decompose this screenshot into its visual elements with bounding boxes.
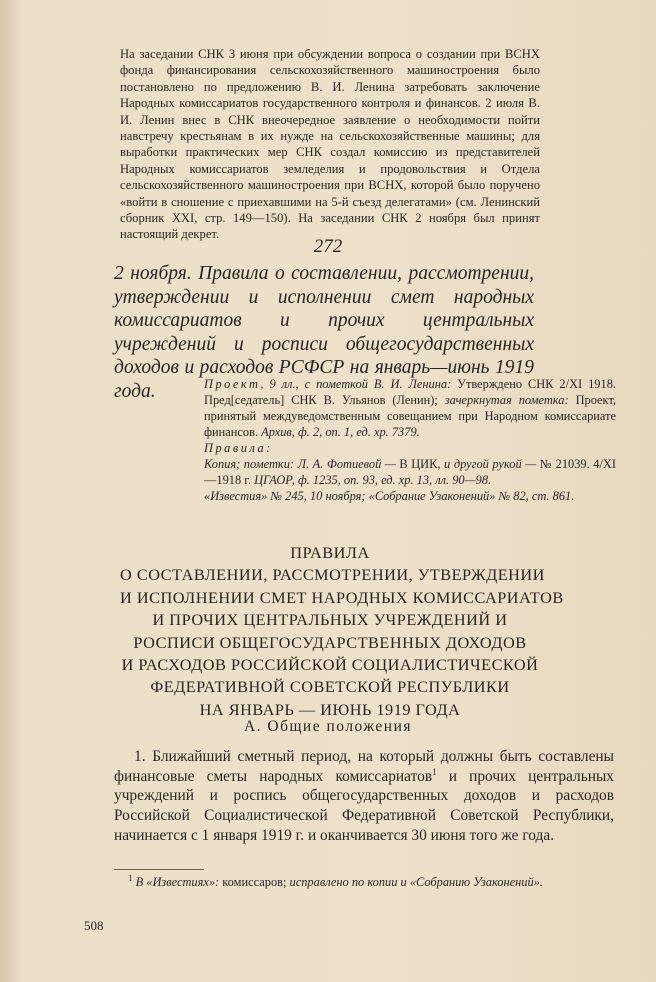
rules-title-line: НА ЯНВАРЬ — ИЮНЬ 1919 ГОДА bbox=[199, 699, 461, 719]
intro-paragraph: На заседании СНК 3 июня при обсуждении вопроса о создании при ВСНХ фонда финансирования сельскохозяйственного машиностроения было постановлено по предложению В. И. Ленина затребовать заключение Народных комиссариатов государственного контроля и финансов. 2 июля В. И. Ленин внес в СНК внеочередное заявление о необходимости пойти навстречу крестьянам в их нужде на сельскохозяйственные машины; для выработки практических мер СНК создал комиссию из представителей Народных комиссариатов земледелия и продовольствия и Отдела сельскохозяйственного машиностроения при ВСНХ, которой было поручено «войти в сношение с приехавшими на 5-й съезд делегатами» (см. Ленинский сборник XXI, стр. 149—150). На заседании СНК 2 ноября был принят настоящий декрет. bbox=[120, 47, 540, 242]
rules-title-line: О СОСТАВЛЕНИИ, РАССМОТРЕНИИ, УТВЕРЖДЕНИИ bbox=[120, 565, 545, 585]
rules-title-line: И ПРОЧИХ ЦЕНТРАЛЬНЫХ УЧРЕЖДЕНИЙ И bbox=[152, 610, 508, 630]
document-heading: 2 ноября. Правила о составлении, рассмотрении, утверждении и исполнении смет народных комиссариатов и прочих центральных учреждений и росписи общегосударственных доходов и расходов РСФСР на январь—июнь 1919 года. bbox=[114, 263, 534, 402]
source-note-rules-label: Правила: bbox=[204, 441, 273, 455]
paragraph-1: 1. Ближайший сметный период, на который должны быть составлены финансовые сметы народных комиссариатов$^1$ и прочих центральных учреждений и роспись общегосударственных доходов и расходов Российской Социалистической Федеративной Советской Республики, начинается с 1 января 1919 г. и оканчивается 30 июня того же года. bbox=[114, 748, 614, 844]
footnote: $^1$ В «Известиях»: комиссаров; исправлено по копии и «Собранию Узаконений». bbox=[128, 872, 543, 889]
footnote-ref: 1 bbox=[432, 766, 437, 777]
document-number: 272 bbox=[313, 236, 343, 257]
rules-title-line: И ИСПОЛНЕНИИ СМЕТ НАРОДНЫХ КОМИССАРИАТОВ bbox=[120, 587, 564, 607]
rules-title bbox=[120, 542, 564, 721]
source-note-copy: Копия; пометки: Л. А. Фотиевой — В ЦИК, и другой рукой — № 21039. 4/XI—1918 г. ЦГАОР, ф. 1235, оп. 93, ед. хр. 13, лл. 90—98. bbox=[204, 457, 616, 487]
source-note-publication: «Известия» № 245, 10 ноября; «Собрание Узаконений» № 82, ст. 861. bbox=[204, 489, 575, 503]
page-number: 508 bbox=[84, 918, 104, 933]
section-heading: А. Общие положения bbox=[243, 718, 413, 735]
source-note-draft: Проект, 9 лл., с пометкой В. И. Ленина: Утверждено СНК 2/XI 1918. Пред[седатель] СНК В. Ульянов (Ленин); зачеркнутая пометка: Проект, принятый междуведомственным совещанием при Народном комиссариате финансов. Архив, ф. 2, оп. 1, ед. хр. 7379. bbox=[204, 377, 616, 439]
rules-title-line: РОСПИСИ ОБЩЕГОСУДАРСТВЕННЫХ ДОХОДОВ bbox=[133, 632, 527, 652]
rules-title-line: ФЕДЕРАТИВНОЙ СОВЕТСКОЙ РЕСПУБЛИКИ bbox=[150, 677, 510, 697]
rules-title-line: И РАСХОДОВ РОССИЙСКОЙ СОЦИАЛИСТИЧЕСКОЙ bbox=[121, 655, 539, 675]
source-notes bbox=[204, 376, 616, 504]
footnote-divider bbox=[114, 869, 204, 870]
rules-title-line: ПРАВИЛА bbox=[290, 543, 370, 562]
